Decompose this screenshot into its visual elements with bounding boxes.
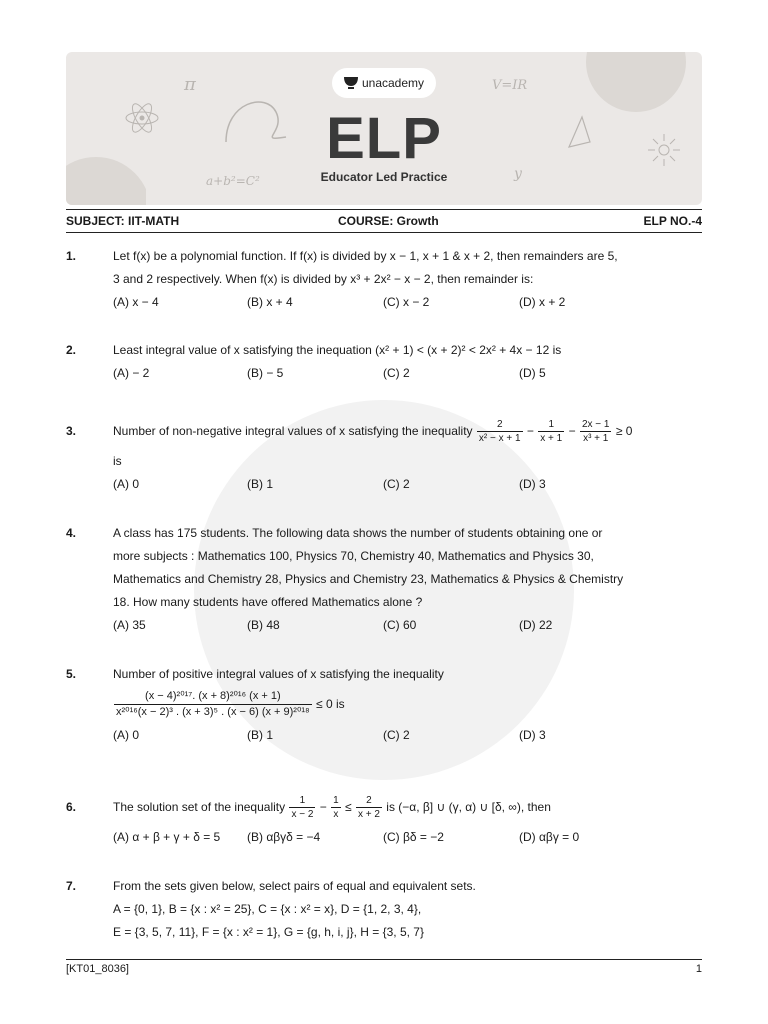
option-b: (B) αβγδ = −4 xyxy=(247,830,321,844)
option-c: (C) 2 xyxy=(383,728,410,742)
unacademy-logo-icon xyxy=(344,77,358,89)
page-footer xyxy=(66,963,702,975)
option-c: (C) 2 xyxy=(383,366,410,380)
brand-name: unacademy xyxy=(361,76,425,90)
fraction: $\frac{2}{\text{x² − x + 1}}$ xyxy=(478,419,521,445)
subject-label: SUBJECT: IIT-MATH xyxy=(66,214,180,228)
question-text: The solution set of the inequality xyxy=(113,800,286,814)
option-row xyxy=(113,826,703,849)
page-number: 1 xyxy=(695,963,702,975)
question-text: more subjects : Mathematics 100, Physics 70, Chemistry 40, Mathematics and Physics 30, xyxy=(113,549,594,563)
header-bottom-rule xyxy=(66,232,702,233)
option-b: (B) x + 4 xyxy=(247,295,293,309)
question-number: 2. xyxy=(66,343,77,357)
question-number: 7. xyxy=(66,879,77,893)
inequality-row: $\frac{\text{(x − 4)²⁰¹⁷. (x + 8)²⁰¹⁶ (x + 1)}}{\text{x²⁰¹⁶(x − 2)³ . (x + 3)⁵ . (x − 6) (x + 9)²⁰¹⁸}}$ ≤ 0 is xyxy=(116,690,345,719)
option-a: (A) x − 4 xyxy=(113,295,159,309)
option-b: (B) − 5 xyxy=(247,366,284,380)
fraction: $\frac{2}{x + 2}$ xyxy=(357,795,380,821)
deco-ohms-law: V=IR xyxy=(492,78,528,93)
option-c: (C) βδ = −2 xyxy=(383,830,444,844)
question-text: Mathematics and Chemistry 28, Physics and Chemistry 23, Mathematics & Physics & Chemistry xyxy=(113,572,624,586)
question-text: Number of positive integral values of x satisfying the inequality xyxy=(113,667,444,681)
option-row xyxy=(113,614,703,637)
question-text-row: Number of non-negative integral values of x satisfying the inequality $\frac{2}{\text{x² − x + 1}}$ − $\frac{1}{x + 1}$ − $\frac{2x - 1}{\text{x³ + 1}}$ ≥ 0 xyxy=(113,419,633,445)
elp-subtitle: Educator Led Practice xyxy=(320,170,448,184)
option-row xyxy=(113,473,703,496)
option-a: (A) − 2 xyxy=(113,366,150,380)
course-label: COURSE: Growth xyxy=(338,214,439,228)
option-d: (D) αβγ = 0 xyxy=(519,830,580,844)
option-row xyxy=(113,291,703,314)
question-number: 4. xyxy=(66,526,77,540)
question-number: 6. xyxy=(66,800,77,814)
question-text: A class has 175 students. The following data shows the number of students obtaining one or xyxy=(113,526,603,540)
deco-pi: π xyxy=(184,74,196,95)
document-code: [KT01_8036] xyxy=(66,963,129,975)
elp-banner xyxy=(66,52,702,205)
question-text-row: The solution set of the inequality $\frac{1}{x - 2}$ − $\frac{1}{x}$ ≤ $\frac{2}{x + 2}$ is (−α, β] ∪ (γ, α) ∪ [δ, ∞), then xyxy=(113,795,551,821)
option-a: (A) α + β + γ + δ = 5 xyxy=(113,830,221,844)
question-text: Number of non-negative integral values of x satisfying the inequality xyxy=(113,424,473,438)
option-b: (B) 1 xyxy=(247,728,274,742)
question-text: 3 and 2 respectively. When f(x) is divided by x³ + 2x² − x − 2, then remainder is: xyxy=(113,272,534,286)
question-text: Let f(x) be a polynomial function. If f(x) is divided by x − 1, x + 1 & x + 2, then remainders are 5, xyxy=(113,249,618,263)
option-a: (A) 35 xyxy=(113,618,146,632)
option-b: (B) 1 xyxy=(247,477,274,491)
option-d: (D) 22 xyxy=(519,618,553,632)
big-fraction: $\frac{\text{(x − 4)²⁰¹⁷. (x + 8)²⁰¹⁶ (x + 1)}}{\text{x²⁰¹⁶(x − 2)³ . (x + 3)⁵ . (x − 6) (x + 9)²⁰¹⁸}}$ xyxy=(116,690,310,719)
option-row xyxy=(113,362,703,385)
option-a: (A) 0 xyxy=(113,728,140,742)
deco-y: y xyxy=(514,166,522,182)
option-d: (D) 3 xyxy=(519,728,546,742)
question-text: From the sets given below, select pairs of equal and equivalent sets. xyxy=(113,879,476,893)
option-c: (C) 2 xyxy=(383,477,410,491)
question-text: is xyxy=(113,454,122,468)
question-number: 3. xyxy=(66,424,77,438)
option-a: (A) 0 xyxy=(113,477,140,491)
unacademy-logo xyxy=(332,68,436,98)
question-number: 1. xyxy=(66,249,77,263)
option-d: (D) 3 xyxy=(519,477,546,491)
option-b: (B) 48 xyxy=(247,618,280,632)
deco-formula: a+b²=C² xyxy=(206,174,260,188)
fraction: $\frac{1}{x - 2}$ xyxy=(291,795,314,821)
question-number: 5. xyxy=(66,667,77,681)
question-text: A = {0, 1}, B = {x : x² = 25}, C = {x : x² = x}, D = {1, 2, 3, 4}, xyxy=(113,902,422,916)
option-d: (D) x + 2 xyxy=(519,295,566,309)
elp-number-label: ELP NO.-4 xyxy=(643,214,702,228)
elp-title: ELP xyxy=(326,106,442,171)
option-c: (C) x − 2 xyxy=(383,295,430,309)
option-row xyxy=(113,724,703,747)
option-d: (D) 5 xyxy=(519,366,546,380)
fraction: $\frac{2x - 1}{\text{x³ + 1}}$ xyxy=(581,419,610,445)
question-text: Least integral value of x satisfying the inequation (x² + 1) < (x + 2)² < 2x² + 4x − 12 is xyxy=(113,343,562,357)
question-text: 18. How many students have offered Mathematics alone ? xyxy=(113,595,423,609)
header-top-rule xyxy=(66,209,702,210)
fraction: $\frac{1}{x}$ xyxy=(333,795,339,821)
question-text: E = {3, 5, 7, 11}, F = {x : x² = 1}, G = {g, h, i, j}, H = {3, 5, 7} xyxy=(113,925,424,939)
option-c: (C) 60 xyxy=(383,618,417,632)
footer-rule xyxy=(66,959,702,960)
fraction: $\frac{1}{x + 1}$ xyxy=(540,419,563,445)
